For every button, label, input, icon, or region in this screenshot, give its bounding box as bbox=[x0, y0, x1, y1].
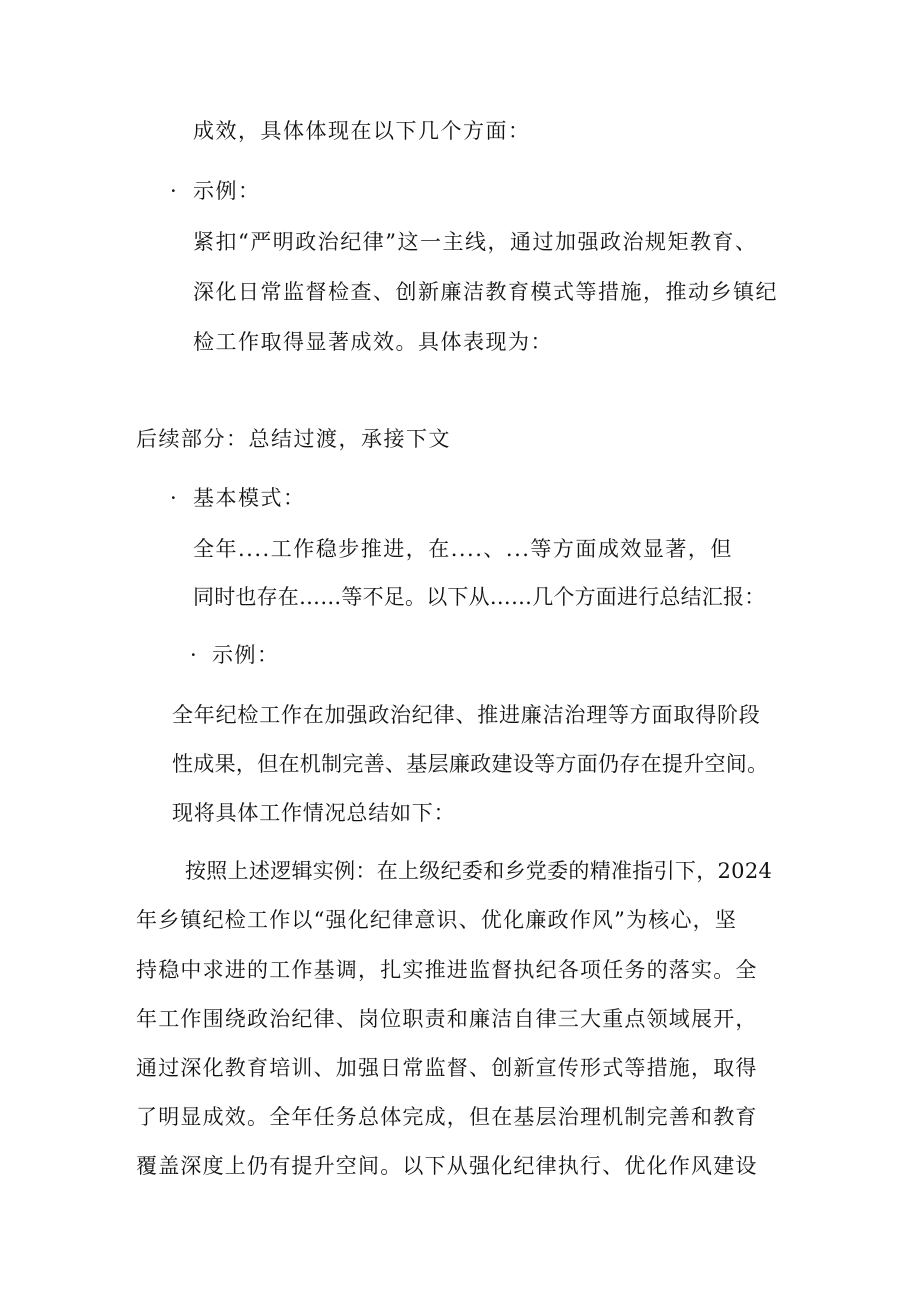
paragraph-line: 了明显成效。全年任务总体完成，但在基层治理机制完善和教育 bbox=[136, 1105, 758, 1129]
example-line: 性成果，但在机制完善、基层廉政建设等方面仍存在提升空间。 bbox=[172, 752, 769, 776]
example-line: 现将具体工作情况总结如下： bbox=[172, 801, 456, 825]
example-line: 全年纪检工作在加强政治纪律、推进廉洁治理等方面取得阶段 bbox=[172, 703, 761, 727]
example-label: 示例： bbox=[212, 643, 280, 667]
example-label: 示例： bbox=[193, 179, 261, 203]
paragraph-line: 年工作围绕政治纪律、岗位职责和廉洁自律三大重点领域展开， bbox=[136, 1007, 758, 1031]
example-line: 紧扣“严明政治纪律”这一主线，通过加强政治规矩教育、 bbox=[193, 230, 758, 254]
section-heading: 后续部分：总结过渡，承接下文 bbox=[136, 427, 451, 451]
paragraph-line: 覆盖深度上仍有提升空间。以下从强化纪律执行、优化作风建设 bbox=[136, 1154, 758, 1178]
example-line: 深化日常监督检查、创新廉洁教育模式等措施，推动乡镇纪 bbox=[193, 280, 778, 304]
basic-mode-label: 基本模式： bbox=[193, 486, 306, 510]
paragraph-line: 通过深化教育培训、加强日常监督、创新宣传形式等措施，取得 bbox=[136, 1056, 758, 1080]
paragraph-line: 年乡镇纪检工作以“强化纪律意识、优化廉政作风”为核心，坚 bbox=[136, 908, 738, 932]
intro-line: 成效，具体体现在以下几个方面： bbox=[193, 119, 531, 143]
paragraph-line: 持稳中求进的工作基调，扎实推进监督执纪各项任务的落实。全 bbox=[136, 958, 758, 982]
bullet-icon: · bbox=[170, 486, 177, 510]
basic-mode-line: 全年....工作稳步推进，在....、...等方面成效显著，但 bbox=[193, 537, 733, 561]
example-line: 检工作取得显著成效。具体表现为： bbox=[193, 330, 553, 354]
bullet-icon: · bbox=[170, 179, 177, 203]
bullet-icon: · bbox=[190, 643, 197, 667]
paragraph-line: 按照上述逻辑实例：在上级纪委和乡党委的精准指引下，2024 bbox=[185, 859, 773, 883]
basic-mode-line: 同时也存在……等不足。以下从……几个方面进行总结汇报： bbox=[193, 585, 766, 609]
